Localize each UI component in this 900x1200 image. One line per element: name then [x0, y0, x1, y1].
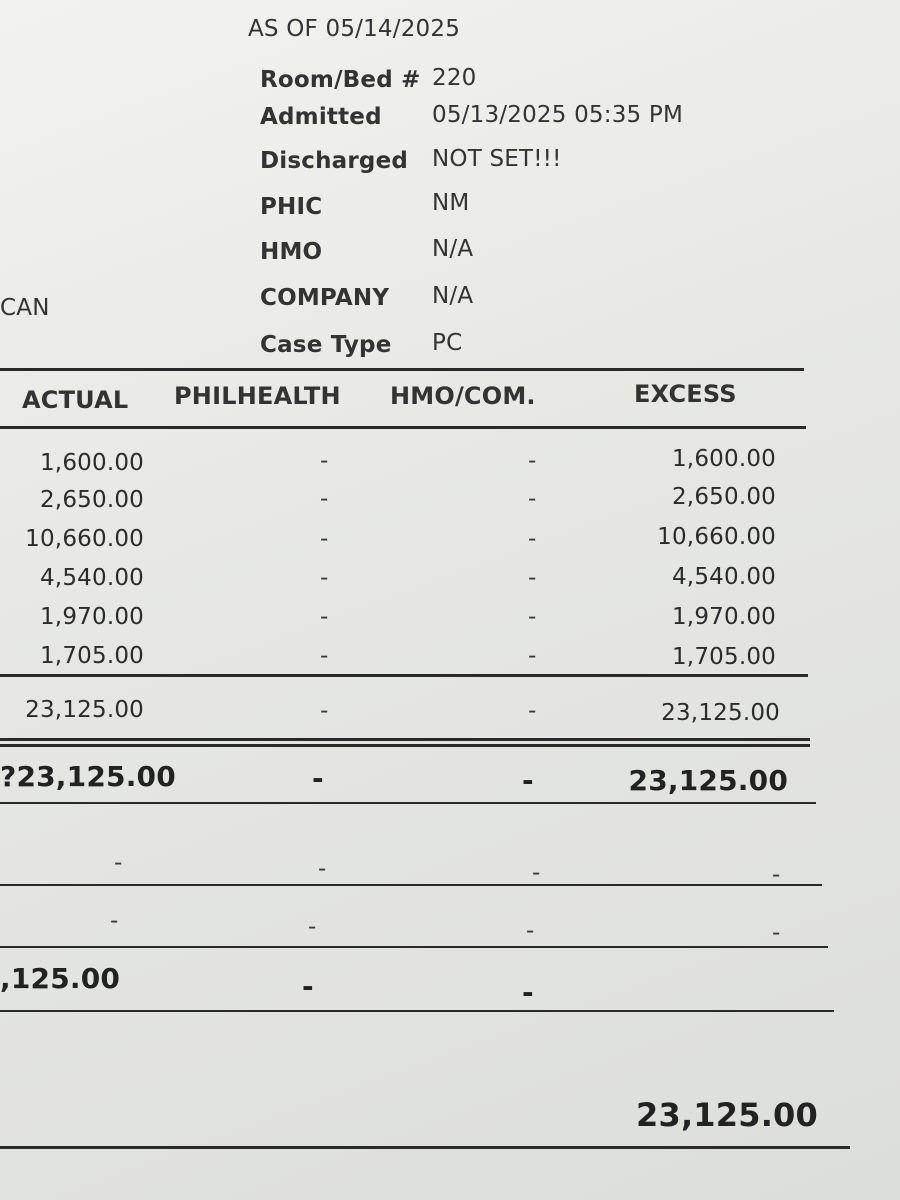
philhealth-cell: - [320, 604, 329, 630]
total-underline [0, 802, 816, 804]
actual-cell: 2,650.00 [39, 487, 144, 513]
info-label: Room/Bed # [260, 67, 421, 93]
actual-cell: 10,660.00 [25, 526, 144, 552]
total-hmo: - [522, 764, 534, 797]
philhealth-cell: - [320, 486, 329, 512]
column-header-excess: EXCESS [634, 380, 737, 408]
total-double-rule-2 [0, 744, 810, 747]
excess-cell: 2,650.00 [671, 484, 776, 510]
philhealth-cell: - [320, 565, 329, 591]
info-label: Admitted [260, 104, 382, 130]
info-label: PHIC [260, 194, 323, 220]
extra-cell: - [772, 920, 781, 946]
subtotal-rule [0, 674, 808, 677]
extra-cell: - [110, 908, 119, 934]
info-value: PC [432, 330, 463, 356]
column-header-actual: ACTUAL [22, 386, 129, 414]
actual-cell: 1,970.00 [39, 604, 144, 630]
info-value: 05/13/2025 05:35 PM [432, 102, 683, 128]
excess-cell: 4,540.00 [671, 564, 776, 590]
total-excess: 23,125.00 [628, 764, 788, 797]
hmo-cell: - [528, 565, 537, 591]
hmo-cell: - [528, 643, 537, 669]
info-label: HMO [260, 239, 323, 265]
extra-cell: - [318, 856, 327, 882]
info-value: N/A [432, 236, 474, 262]
partial-left-label: CAN [0, 295, 50, 321]
extra-cell: - [114, 850, 123, 876]
header-bottom-rule [0, 426, 806, 429]
subtotal-actual: 23,125.00 [25, 697, 144, 723]
partial-total-philhealth: - [302, 970, 314, 1003]
header-top-rule [0, 368, 804, 371]
actual-cell: 1,705.00 [39, 643, 144, 669]
subtotal-excess: 23,125.00 [661, 700, 780, 726]
extra-cell: - [308, 914, 317, 940]
actual-cell: 4,540.00 [39, 565, 144, 591]
info-value: NOT SET!!! [432, 146, 562, 172]
info-value: N/A [432, 283, 474, 309]
actual-cell: 1,600.00 [39, 450, 144, 476]
extra-cell: - [526, 918, 535, 944]
partial-total-hmo: - [522, 976, 534, 1009]
column-header-hmo: HMO/COM. [390, 382, 536, 410]
hmo-cell: - [528, 526, 537, 552]
total-actual: ?23,125.00 [0, 760, 176, 793]
philhealth-cell: - [320, 526, 329, 552]
extra-cell: - [532, 860, 541, 886]
total-philhealth: - [312, 762, 324, 795]
hmo-cell: - [528, 486, 537, 512]
excess-cell: 1,705.00 [671, 644, 776, 670]
total-double-rule-1 [0, 738, 810, 741]
info-value: 220 [432, 65, 477, 91]
info-label: Discharged [260, 148, 409, 174]
subtotal-hmo: - [528, 698, 537, 724]
excess-cell: 10,660.00 [657, 524, 776, 550]
philhealth-cell: - [320, 448, 329, 474]
info-label: Case Type [260, 332, 392, 358]
extra-cell: - [772, 862, 781, 888]
partial-total-actual: ,125.00 [0, 962, 121, 995]
excess-cell: 1,970.00 [671, 604, 776, 630]
hmo-cell: - [528, 448, 537, 474]
extra-row-2-rule [0, 946, 828, 948]
excess-cell: 1,600.00 [671, 446, 776, 472]
as-of-date: AS OF 05/14/2025 [248, 16, 461, 42]
philhealth-cell: - [320, 643, 329, 669]
partial-total-rule [0, 1010, 834, 1012]
extra-row-1-rule [0, 884, 822, 886]
column-header-philhealth: PHILHEALTH [174, 382, 341, 410]
info-value: NM [432, 190, 470, 216]
subtotal-philhealth: - [320, 698, 329, 724]
hmo-cell: - [528, 604, 537, 630]
grand-total: 23,125.00 [636, 1096, 818, 1134]
grand-total-rule [0, 1146, 850, 1149]
info-label: COMPANY [260, 285, 390, 311]
